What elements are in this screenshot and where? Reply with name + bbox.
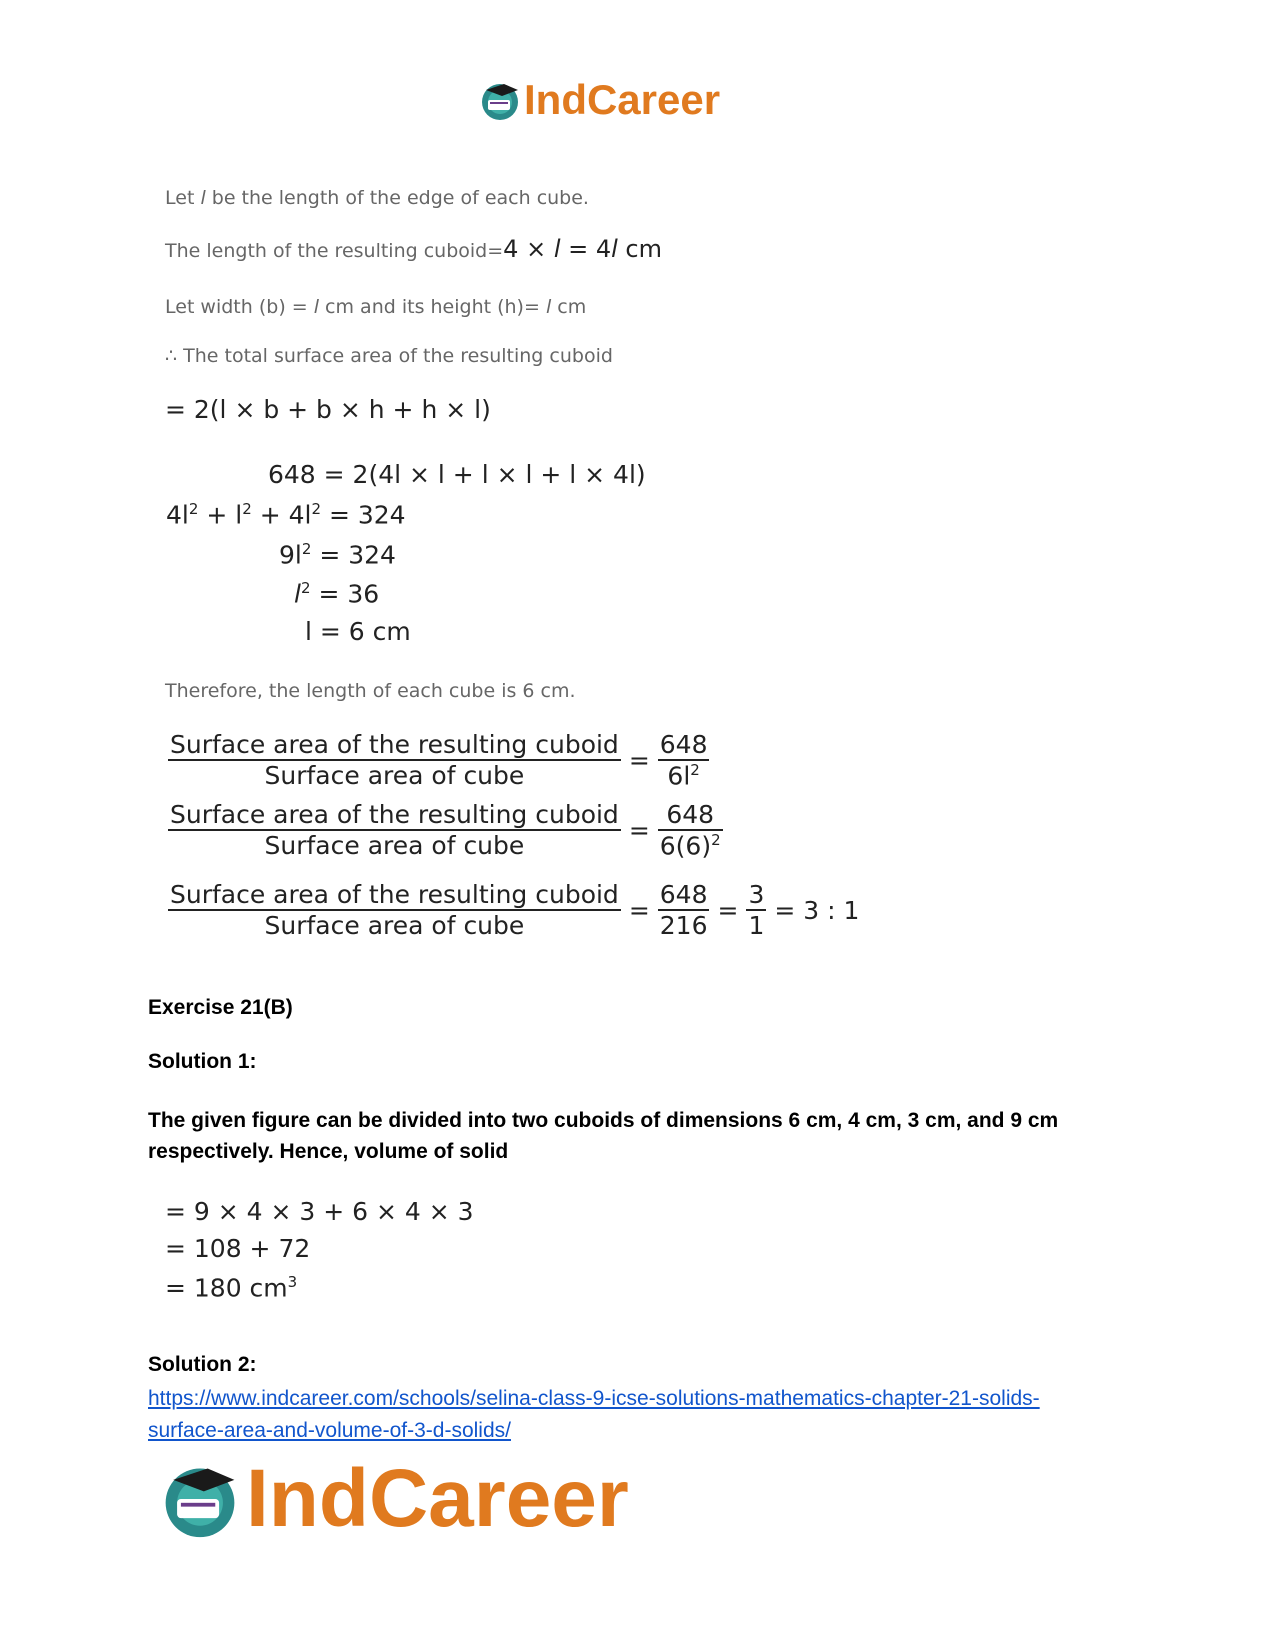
t: + 4l — [251, 500, 312, 530]
equals: = — [628, 895, 650, 925]
t: cm — [617, 235, 662, 263]
footer-logo-text: IndCareer — [246, 1453, 629, 1544]
t: 4 × — [503, 235, 554, 263]
exp: 2 — [188, 500, 199, 518]
v: l — [611, 235, 618, 263]
denominator — [658, 831, 723, 860]
equation-2 — [166, 500, 406, 529]
value-fraction — [658, 730, 710, 790]
solution-2-link-block — [148, 1384, 1040, 1448]
solution-1-heading: Solution 1: — [148, 1050, 257, 1073]
equation-5: l = 6 cm — [305, 617, 411, 646]
volume-line-1: = 9 × 4 × 3 + 6 × 4 × 3 — [165, 1197, 474, 1226]
exp: 2 — [711, 831, 721, 849]
equals: = — [628, 745, 650, 775]
v: l — [294, 579, 301, 609]
exp: 2 — [301, 540, 312, 558]
equation-3 — [279, 540, 396, 569]
t: 6l — [667, 761, 691, 791]
numerator: 648 — [658, 800, 723, 831]
var: l — [200, 187, 206, 209]
ratio-3 — [168, 880, 859, 940]
exp: 2 — [242, 500, 252, 518]
numerator: 3 — [748, 880, 765, 909]
text-line — [165, 187, 589, 209]
logo-globe-icon — [158, 1457, 242, 1541]
denominator: Surface area of cube — [264, 761, 525, 791]
header-logo — [478, 76, 720, 124]
v: l — [553, 235, 561, 263]
denominator: 216 — [659, 911, 708, 940]
numerator: Surface area of the resulting cuboid — [170, 880, 619, 909]
label-fraction — [168, 800, 621, 860]
text-line — [165, 296, 586, 318]
text: The length of the resulting cuboid= — [165, 240, 504, 262]
text-line — [165, 235, 662, 263]
label-fraction — [168, 880, 621, 940]
logo-globe-icon — [478, 78, 522, 122]
value-fraction — [658, 880, 710, 940]
t: = 4 — [560, 235, 612, 263]
text: Let — [165, 187, 201, 209]
result: = 3 : 1 — [774, 895, 860, 925]
t: 4l — [166, 500, 189, 530]
equation-4 — [294, 579, 379, 608]
t: + l — [198, 500, 243, 530]
footer-logo — [158, 1452, 629, 1546]
ratio-2 — [168, 800, 723, 860]
volume-line-2: = 108 + 72 — [165, 1234, 311, 1263]
solution-link-line-2[interactable]: surface-area-and-volume-of-3-d-solids/ — [148, 1419, 511, 1442]
t: Let width (b) = — [165, 296, 314, 318]
solution-1-paragraph: The given figure can be divided into two cuboids of dimensions 6 cm, 4 cm, 3 cm, and 9 cm respectively. Hence, volume of solid — [148, 1109, 1059, 1163]
numerator: 648 — [659, 880, 708, 909]
exercise-heading: Exercise 21(B) — [148, 996, 293, 1019]
value-fraction — [658, 800, 723, 860]
text: be the length of the edge of each cube. — [205, 187, 589, 209]
numerator: 648 — [659, 730, 708, 759]
numerator: Surface area of the resulting cuboid — [170, 730, 619, 760]
exp: 2 — [300, 579, 311, 597]
label-fraction — [168, 730, 621, 790]
exp: 3 — [287, 1273, 298, 1291]
t: = 324 — [321, 500, 406, 530]
t: 6(6) — [659, 831, 712, 861]
numerator: Surface area of the resulting cuboid — [170, 800, 619, 830]
denominator: Surface area of cube — [264, 911, 525, 940]
t: = 324 — [311, 540, 396, 570]
denominator: Surface area of cube — [264, 831, 525, 861]
t: cm — [551, 296, 587, 318]
equals: = — [717, 895, 739, 925]
t: cm and its height (h)= — [319, 296, 546, 318]
text-line: ∴ The total surface area of the resulting cuboid — [165, 345, 613, 367]
volume-line-3 — [165, 1273, 297, 1302]
ratio-1 — [168, 730, 709, 790]
therefore-line: Therefore, the length of each cube is 6 cm. — [165, 680, 576, 702]
equals: = — [628, 815, 650, 845]
solution-link-line-1[interactable]: https://www.indcareer.com/schools/selina-class-9-icse-solutions-mathematics-chapter-21-solids- — [148, 1387, 1040, 1410]
exp: 2 — [311, 500, 321, 518]
exp: 2 — [690, 761, 700, 779]
v: l — [313, 296, 320, 318]
denominator: 1 — [748, 911, 765, 940]
t: = 36 — [310, 579, 380, 609]
v: l — [545, 296, 552, 318]
t: 9l — [279, 540, 302, 570]
value-fraction — [746, 880, 766, 940]
math-line: = 2(l × b + b × h + h × l) — [165, 395, 491, 424]
t: = 180 cm — [165, 1273, 288, 1303]
math-expr — [503, 235, 662, 263]
denominator — [658, 761, 710, 790]
header-logo-text: IndCareer — [524, 76, 721, 123]
equation-1: 648 = 2(4l × l + l × l + l × 4l) — [268, 460, 646, 489]
solution-2-heading: Solution 2: — [148, 1353, 257, 1376]
